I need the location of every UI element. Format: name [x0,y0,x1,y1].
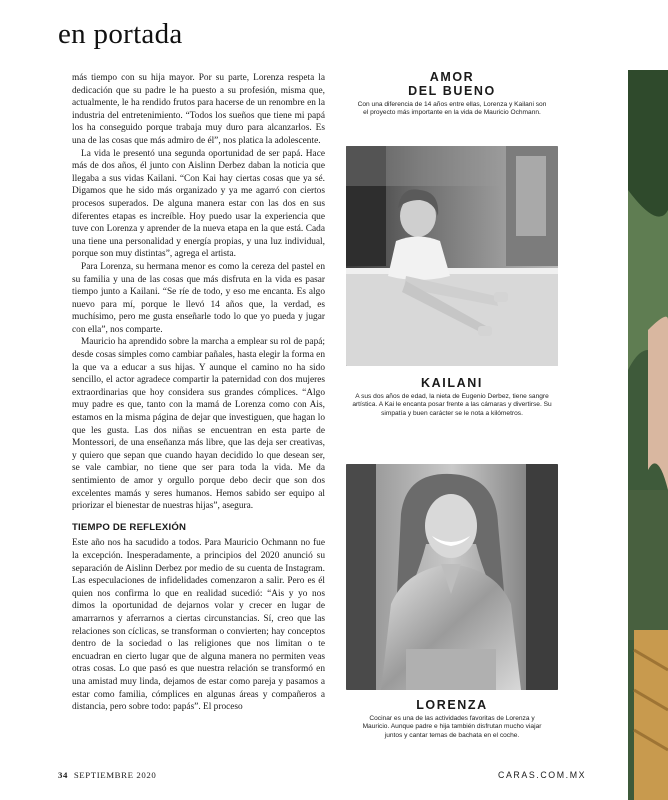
article-paragraph: Para Lorenza, su hermana menor es como la cereza del pastel en su familia y una de las cosas que más disfruta en la vida es pasar tiempo junto a Kailani. “Se ríe de todo, y eso me encanta. Es algo nuevo para mí, porque le llevó 14 años que, la verdad, es muchísimo, pero me gusta enseñarle todo lo que yo pueda y jugar con ella”, nos comparte. [72,261,325,335]
section-title: en portada [58,18,183,50]
article-paragraph: más tiempo con su hija mayor. Por su parte, Lorenza respeta la dedicación que su padre le ha puesto a su profesión, misma que, actualmente, le ha rendido frutos para hacerse de un renombre en la industria del entretenimiento. “Todos los sueños que tiene mi papá los ha conseguido porque trabaja muy duro para alcanzarlos. Es una de las cosas que más admiro de él”, nos platica la adolescente. [72,73,325,146]
article-body [72,72,325,752]
sidebar-lorenza [346,698,558,740]
facing-page-photo [628,70,668,800]
article-paragraph: Este año nos ha sacudido a todos. Para Mauricio Ochmann no fue la excepción. Inesperadamente, a principios del 2020 anunció su separación de Aislinn Derbez por medio de su cuenta de Instagram. Las especulaciones de infidelidades comenzaron a salir. Pero es él quien nos confirma lo que en realidad sucedió: “Ais y yo nos dimos la oportunidad de dejarnos volar y crecer en lugar de amarrarnos y aferrarnos a ciertas circunstancias. Sí, creo que las relaciones son cíclicas, se transforman o convierten; hay conceptos dentro de la sociedad o las religiones que nos limitan o te encuadran en cierto lugar que de alguna manera no permiten veas otras cosas. Lo que pasó es que nuestra relación se transformó en una amistad muy linda, dejamos de estar como pareja y pasamos a estar como familia, cómplices en algunas áreas y compañeros a distancia, pero sobre todo: papás”. El proceso [72,538,325,713]
article-paragraph: La vida le presentó una segunda oportunidad de ser papá. Hace más de dos años, él junto con Aislinn Derbez daban la noticia que llegaba a sus vidas Kailani. “Con Kai hay ciertas cosas que ya sé. Digamos que he sido más organizado y ya me agarró con ciertos procesos superados. De alguna manera estar con las dos en sus diferentes etapas es increíble. Hoy puedo usar la experiencia que tuve con Lorenza y aprender de la nueva etapa en la que está. Cada una tiene una personalidad y energía propias, y una luz individual, porque son muy distintas”, agrega el artista. [72,148,325,260]
sidebar-kailani [346,376,558,418]
sidebar-kailani-caption: A sus dos años de edad, la nieta de Eugenio Derbez, tiene sangre artística. A Kai le encanta posar frente a las cámaras y divertirse. Su simpatía y buen carácter se le nota a kilómetros. [352,393,552,417]
issue-date: SEPTIEMBRE 2020 [73,770,157,780]
sidebar-lorenza-caption: Cocinar es una de las actividades favoritas de Lorenza y Mauricio. Aunque padre e hija también disfrutan mucho viajar juntos y cantar temas de bachata en el coche. [362,715,542,739]
article-subheading: TIEMPO DE REFLEXIÓN [72,521,187,533]
sidebar-lorenza-title: LORENZA [416,698,488,712]
sidebar-amor [346,70,558,118]
sidebar-kailani-title: KAILANI [421,376,483,390]
page-number: 34 [58,770,68,780]
photo-lorenza [346,464,558,690]
article-paragraph: Mauricio ha aprendido sobre la marcha a emplear su rol de papá; desde cosas simples como cambiar pañales, hasta elegir la forma en la que va a educar a sus hijas. Y aunque el camino no ha sido sencillo, el actor agradece compartir la paternidad con dos mujeres extraordinarias que hoy considera sus grandes cómplices. “Algo muy padre es que, tanto con la mamá de Lorenza como con Ais, estamos en la misma página de dejar que investiguen, que hagan lo que les gusta. Las dos niñas se encuentran en esta parte de Montessori, de una enseñanza más libre, que las deja ser creativas, y quiero que sepan que cuando hayan decidido lo que desean ser, se vale cambiar, no tiene que ser para toda la vida. Me da sentimiento de amor y orgullo porque debo decir que son dos excelentes mamás y seres humanos. Hemos sabido ser equipo al priorizar el bienestar de nuestras hijas”, asegura. [72,337,325,512]
photo-kailani [346,146,558,366]
footer-folio [58,770,156,780]
sidebar-amor-title-line1: AMOR [429,70,475,84]
footer-website: CARAS.COM.MX [498,770,587,780]
sidebar-amor-caption: Con una diferencia de 14 años entre ellas, Lorenza y Kailani son el proyecto más importante en la vida de Mauricio Ochmann. [357,101,547,117]
sidebar-amor-title-line2: DEL BUENO [408,84,496,98]
